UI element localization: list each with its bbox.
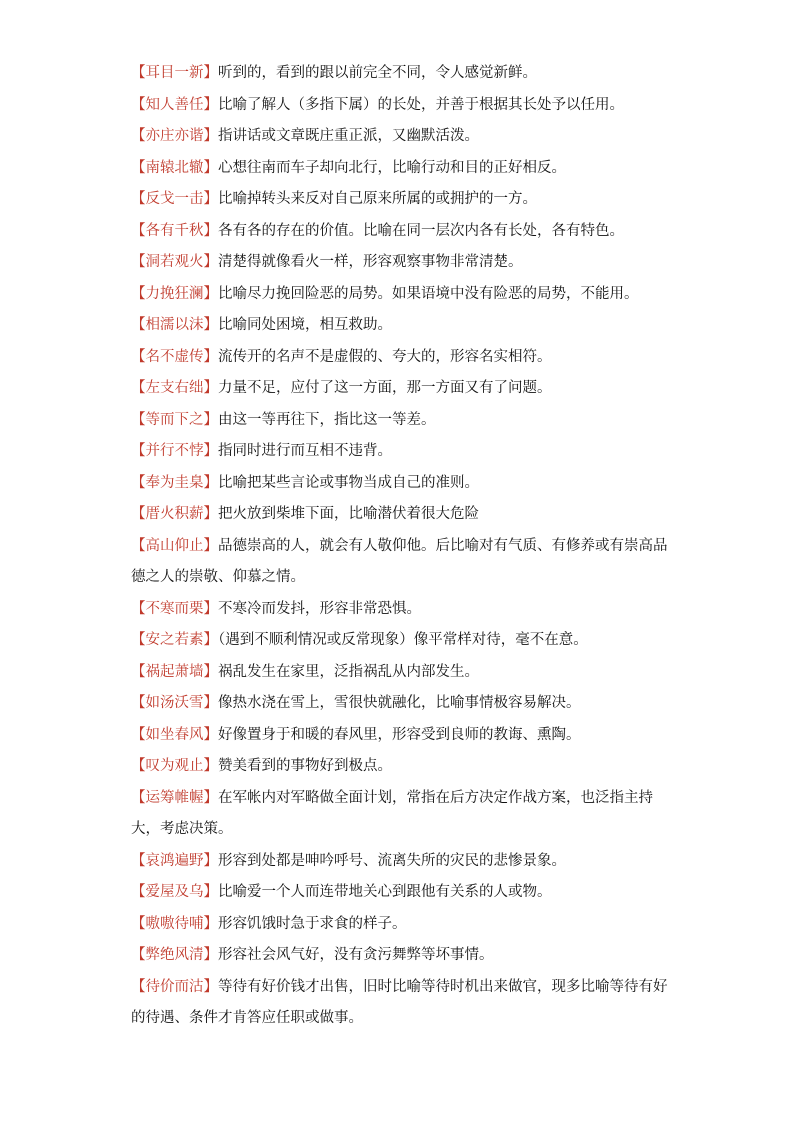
- idiom-entry: [131, 940, 671, 972]
- idiom-definition: 各有各的存在的价值。比喻在同一层次内各有长处，各有特色。: [218, 222, 624, 239]
- idiom-definition: 好像置身于和暖的春风里，形容受到良师的教诲、熏陶。: [218, 726, 581, 743]
- idiom-term: 【如坐春风】: [131, 726, 218, 743]
- idiom-entry: [131, 720, 671, 752]
- idiom-entry: [131, 688, 671, 720]
- idiom-term: 【奉为圭臬】: [131, 474, 218, 491]
- idiom-term: 【左支右绌】: [131, 380, 218, 396]
- idiom-definition: 形容饥饿时急于求食的样子。: [218, 915, 407, 932]
- idiom-entry: [131, 216, 671, 248]
- idiom-definition: 比喻同处困境，相互救助。: [218, 317, 392, 333]
- idiom-term: 【耳目一新】: [131, 65, 218, 81]
- idiom-definition: 指讲话或文章既庄重正派，又幽默活泼。: [218, 128, 479, 144]
- idiom-entry: [131, 342, 671, 374]
- idiom-definition: 比喻把某些言论或事物当成自己的准则。: [218, 474, 479, 491]
- idiom-term: 【等而下之】: [131, 411, 218, 428]
- idiom-entry: [131, 877, 671, 909]
- idiom-entry: [131, 310, 671, 342]
- idiom-entry: [131, 373, 671, 405]
- idiom-entry: [131, 751, 671, 783]
- idiom-term: 【哀鸿遍野】: [131, 852, 218, 869]
- idiom-definition: 比喻尽力挽回险恶的局势。如果语境中没有险恶的局势，不能用。: [218, 285, 639, 302]
- idiom-entry: [131, 184, 671, 216]
- idiom-entry: [131, 499, 671, 531]
- idiom-term: 【亦庄亦谐】: [131, 128, 218, 144]
- idiom-term: 【安之若素】: [131, 632, 218, 648]
- idiom-term: 【反戈一击】: [131, 191, 218, 207]
- idiom-definition: 流传开的名声不是虚假的、夸大的，形容名实相符。: [218, 348, 552, 365]
- idiom-entry: [131, 783, 671, 846]
- idiom-term: 【不寒而栗】: [131, 600, 218, 617]
- idiom-definition: 像热水浇在雪上，雪很快就融化，比喻事情极容易解决。: [218, 695, 581, 711]
- idiom-term: 【弊绝风清】: [131, 947, 218, 963]
- idiom-term: 【厝火积薪】: [131, 506, 218, 522]
- idiom-definition: 形容到处都是呻吟呼号、流离失所的灾民的悲惨景象。: [218, 852, 566, 869]
- idiom-entry: [131, 531, 671, 594]
- idiom-term: 【南辕北辙】: [131, 159, 218, 176]
- idiom-entry: [131, 625, 671, 657]
- idiom-term: 【嗷嗷待哺】: [131, 915, 218, 932]
- idiom-list: [131, 58, 671, 1035]
- idiom-term: 【运筹帷幄】: [131, 789, 218, 806]
- idiom-term: 【并行不悖】: [131, 443, 218, 459]
- idiom-entry: [131, 153, 671, 185]
- idiom-entry: [131, 972, 671, 1035]
- idiom-entry: [131, 247, 671, 279]
- idiom-definition: 清楚得就像看火一样，形容观察事物非常清楚。: [218, 254, 523, 270]
- idiom-definition: 把火放到柴堆下面，比喻潜伏着很大危险: [218, 506, 479, 522]
- idiom-term: 【知人善任】: [131, 96, 218, 113]
- idiom-definition: 指同时进行而互相不违背。: [218, 443, 392, 459]
- idiom-entry: [131, 58, 671, 90]
- idiom-term: 【高山仰止】: [131, 537, 218, 554]
- idiom-definition: 形容社会风气好，没有贪污舞弊等坏事情。: [218, 947, 494, 963]
- idiom-definition: 比喻掉转头来反对自己原来所属的或拥护的一方。: [218, 191, 537, 207]
- idiom-definition: 赞美看到的事物好到极点。: [218, 758, 392, 774]
- idiom-definition: 等待有好价钱才出售，旧时比喻等待时机出来做官，现多比喻等待有好的待遇、条件才肯答应任职或做事。: [131, 978, 668, 1026]
- idiom-entry: [131, 909, 671, 941]
- idiom-term: 【洞若观火】: [131, 254, 218, 270]
- idiom-definition: 心想往南而车子却向北行，比喻行动和目的正好相反。: [218, 159, 566, 176]
- idiom-term: 【待价而沽】: [131, 978, 218, 995]
- idiom-term: 【各有千秋】: [131, 222, 218, 239]
- idiom-term: 【力挽狂澜】: [131, 285, 218, 302]
- idiom-definition: 祸乱发生在家里，泛指祸乱从内部发生。: [218, 663, 479, 680]
- idiom-definition: 品德崇高的人，就会有人敬仰他。后比喻对有气质、有修养或有崇高品德之人的崇敬、仰慕之情。: [131, 537, 668, 585]
- idiom-term: 【相濡以沫】: [131, 317, 218, 333]
- idiom-definition: 由这一等再往下，指比这一等差。: [218, 411, 436, 428]
- idiom-definition: 力量不足，应付了这一方面，那一方面又有了问题。: [218, 380, 552, 396]
- idiom-entry: [131, 657, 671, 689]
- idiom-definition: 听到的，看到的跟以前完全不同，令人感觉新鲜。: [218, 65, 537, 81]
- idiom-definition: 比喻了解人（多指下属）的长处，并善于根据其长处予以任用。: [218, 96, 624, 113]
- idiom-term: 【祸起萧墙】: [131, 663, 218, 680]
- idiom-definition: 比喻爱一个人而连带地关心到跟他有关系的人或物。: [218, 884, 552, 900]
- idiom-entry: [131, 121, 671, 153]
- idiom-entry: [131, 90, 671, 122]
- idiom-entry: [131, 405, 671, 437]
- idiom-term: 【如汤沃雪】: [131, 695, 218, 711]
- idiom-term: 【叹为观止】: [131, 758, 218, 774]
- idiom-term: 【爱屋及乌】: [131, 884, 218, 900]
- idiom-entry: [131, 436, 671, 468]
- idiom-definition: 不寒冷而发抖，形容非常恐惧。: [218, 600, 421, 617]
- idiom-definition: （遇到不顺利情况或反常现象）像平常样对待，毫不在意。: [218, 632, 588, 648]
- idiom-entry: [131, 846, 671, 878]
- idiom-entry: [131, 279, 671, 311]
- idiom-definition: 在军帐内对军略做全面计划，常指在后方决定作战方案，也泛指主持大，考虑决策。: [131, 789, 653, 837]
- idiom-term: 【名不虚传】: [131, 348, 218, 365]
- idiom-entry: [131, 468, 671, 500]
- idiom-entry: [131, 594, 671, 626]
